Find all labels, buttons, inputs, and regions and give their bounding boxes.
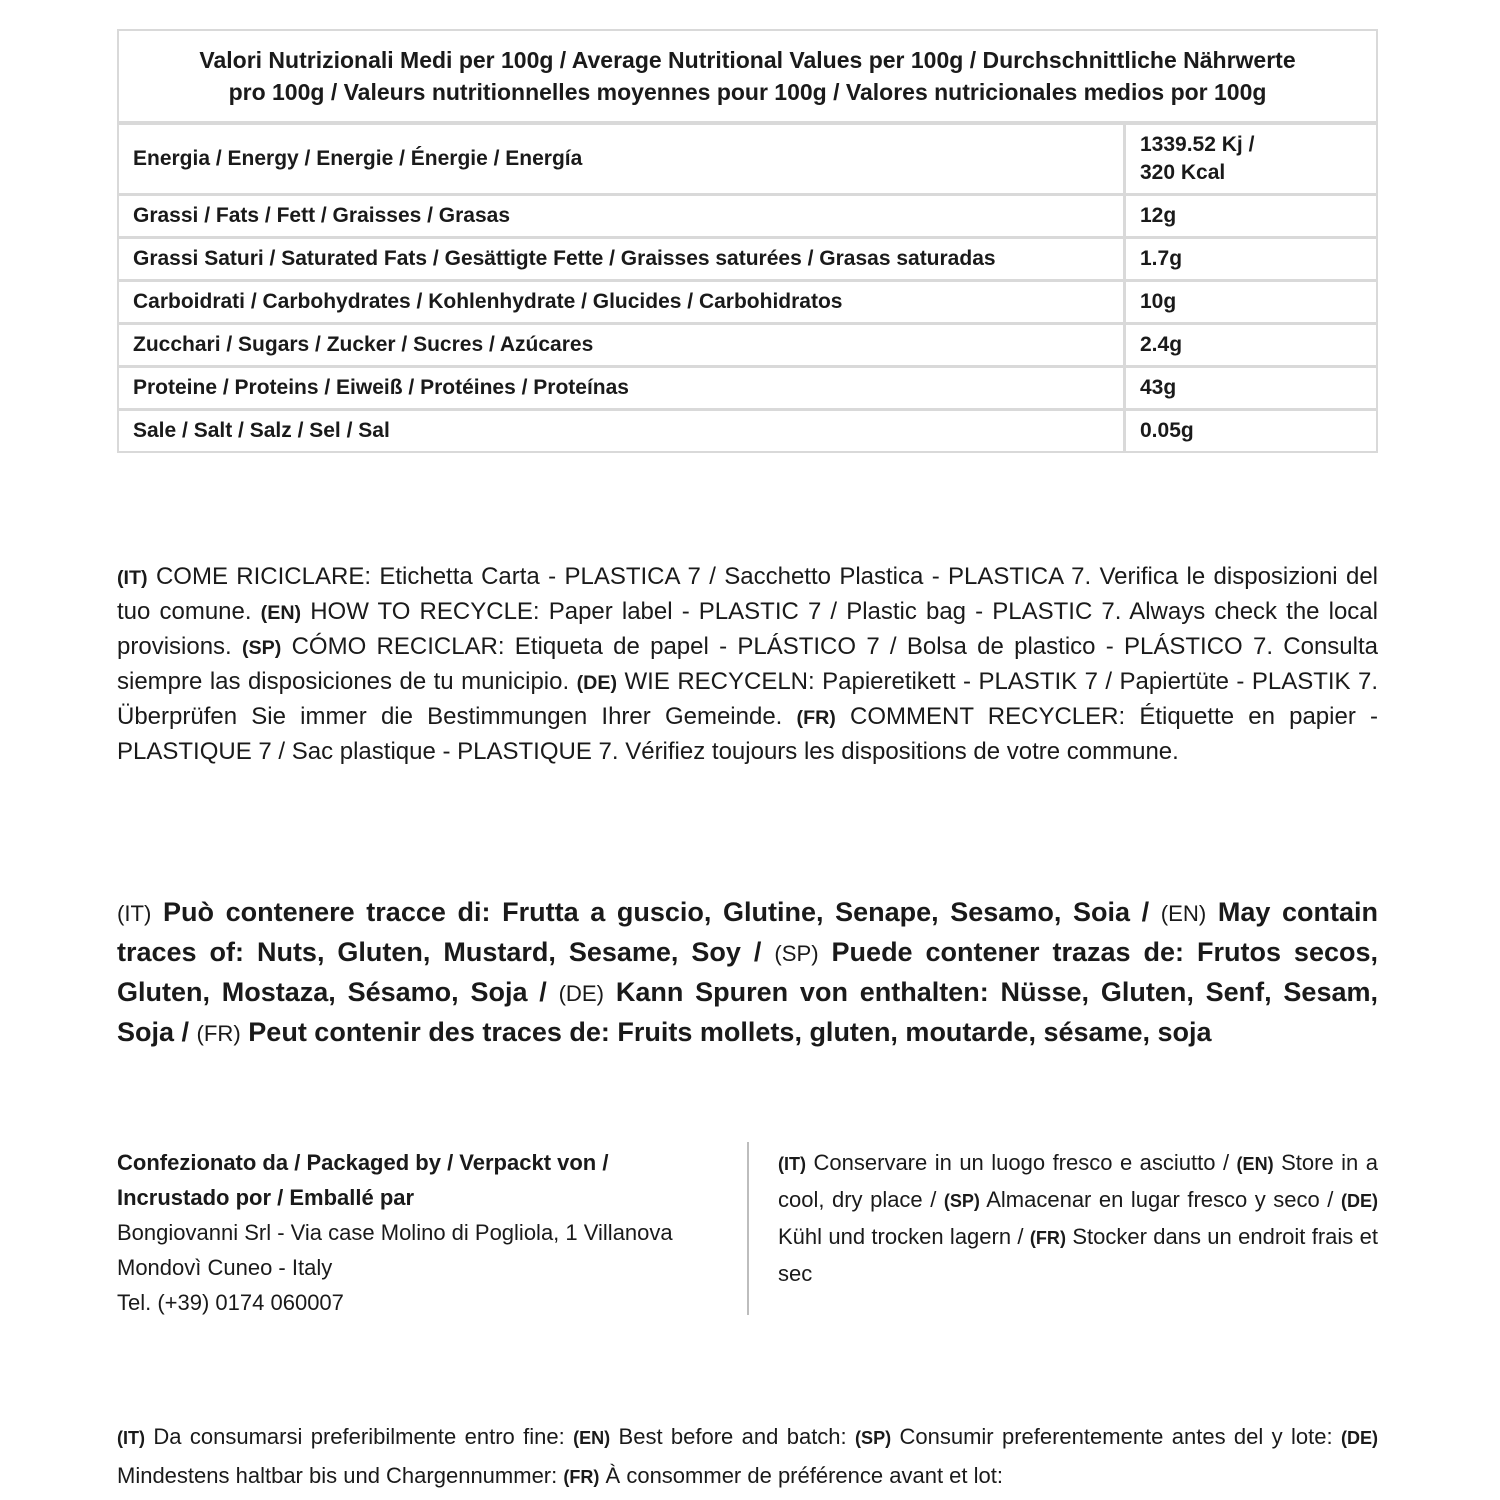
nutrient-label-proteins: Proteine / Proteins / Eiweiß / Protéines / Proteínas: [119, 368, 1123, 411]
lang-code: (EN): [573, 1428, 611, 1448]
nutrition-title-line2: pro 100g / Valeurs nutritionnelles moyennes pour 100g / Valores nutricionales medios por 100g: [228, 79, 1267, 105]
nutrient-label-energy: Energia / Energy / Energie / Énergie / Energía: [119, 125, 1123, 196]
best-before-text-fr: À consommer de préférence avant et lot:: [605, 1463, 1003, 1488]
lang-code: (EN): [1160, 901, 1207, 926]
packaged-by-label-line1: Confezionato da / Packaged by / Verpackt von /: [117, 1150, 609, 1175]
lang-code: (EN): [1236, 1154, 1274, 1174]
nutrition-table-header: [119, 31, 1376, 125]
storage-instructions: [778, 1145, 1378, 1291]
lang-code: (DE): [558, 981, 605, 1006]
best-before-text-sp: Consumir preferentemente antes del y lote:: [899, 1424, 1333, 1449]
lang-code: (IT): [117, 567, 148, 589]
nutrient-value-carbohydrates: 10g: [1123, 282, 1376, 325]
allergen-text-fr: Peut contenir des traces de: Fruits mollets, gluten, moutarde, sésame, soja: [248, 1017, 1212, 1047]
best-before-text-de: Mindestens haltbar bis und Chargennummer:: [117, 1463, 558, 1488]
table-row: [119, 196, 1376, 239]
table-row: [119, 282, 1376, 325]
recycling-text-sp: CÓMO RECICLAR: Etiqueta de papel - PLÁSTICO 7 / Bolsa de plastico - PLÁSTICO 7. Consulta siempre las disposiciones de tu municipio.: [117, 633, 1378, 695]
table-row: [119, 125, 1376, 196]
packaged-by-label-line2: Incrustado por / Emballé par: [117, 1185, 415, 1210]
nutrient-label-fats: Grassi / Fats / Fett / Graisses / Grasas: [119, 196, 1123, 239]
storage-text-sp: Almacenar en lugar fresco y seco /: [986, 1187, 1334, 1212]
nutrient-label-saturated-fats: Grassi Saturi / Saturated Fats / Gesättigte Fette / Graisses saturées / Grasas saturadas: [119, 239, 1123, 282]
lang-code: (SP): [241, 637, 282, 659]
storage-text-en: Store in a cool, dry place /: [778, 1150, 1378, 1212]
lang-code: (FR): [196, 1021, 241, 1046]
recycling-text-de: WIE RECYCELN: Papieretikett - PLASTIK 7 / Papiertüte - PLASTIK 7. Überprüfen Sie immer die Bestimmungen Ihrer Gemeinde.: [117, 668, 1379, 730]
nutrient-value-saturated-fats: 1.7g: [1123, 239, 1376, 282]
nutrition-table: [117, 29, 1378, 453]
table-row: [119, 411, 1376, 451]
packager-address-line1: Bongiovanni Srl - Via case Molino di Pogliola, 1 Villanova: [117, 1220, 673, 1245]
nutrient-value-salt: 0.05g: [1123, 411, 1376, 451]
storage-text-it: Conservare in un luogo fresco e asciutto /: [813, 1150, 1230, 1175]
packager-phone: Tel. (+39) 0174 060007: [117, 1290, 344, 1315]
recycling-text-fr: COMMENT RECYCLER: Étiquette en papier - PLASTIQUE 7 / Sac plastique - PLASTIQUE 7. Vérifiez toujours les dispositions de votre commune.: [117, 703, 1378, 765]
nutrient-label-carbohydrates: Carboidrati / Carbohydrates / Kohlenhydrate / Glucides / Carbohidratos: [119, 282, 1123, 325]
nutrient-value-proteins: 43g: [1123, 368, 1376, 411]
lang-code: (IT): [778, 1154, 807, 1174]
storage-text-de: Kühl und trocken lagern /: [778, 1224, 1024, 1249]
table-row: [119, 368, 1376, 411]
storage-text-fr: Stocker dans un endroit frais et sec: [778, 1224, 1378, 1286]
lang-code: (DE): [576, 672, 618, 694]
lang-code: (FR): [796, 707, 836, 729]
allergen-warning: [117, 893, 1378, 1053]
energy-kcal: 320 Kcal: [1140, 161, 1226, 184]
lang-code: (DE): [1340, 1428, 1379, 1448]
allergen-text-it: Può contenere tracce di: Frutta a guscio, Glutine, Senape, Sesamo, Soia /: [163, 897, 1150, 927]
nutrition-title-line1: Valori Nutrizionali Medi per 100g / Average Nutritional Values per 100g / Durchschnittliche Nährwerte: [199, 47, 1296, 73]
nutrient-label-salt: Sale / Salt / Salz / Sel / Sal: [133, 419, 390, 442]
nutrient-value-sugars: 2.4g: [1123, 325, 1376, 368]
table-row: [119, 325, 1376, 368]
table-row: [119, 239, 1376, 282]
energy-kj: 1339.52 Kj /: [1140, 133, 1255, 156]
packager-address-line2: Mondovì Cuneo - Italy: [117, 1255, 333, 1280]
best-before-text-en: Best before and batch:: [618, 1424, 847, 1449]
best-before-info: [117, 1418, 1378, 1496]
nutrient-label-sugars: Zucchari / Sugars / Zucker / Sucres / Azúcares: [119, 325, 1123, 368]
nutrient-value-fats: 12g: [1123, 196, 1376, 239]
allergen-text-en: May contain traces of: Nuts, Gluten, Mustard, Sesame, Soy /: [117, 897, 1378, 967]
recycling-info: [117, 560, 1378, 769]
lang-code: (IT): [117, 901, 152, 926]
lang-code: (DE): [1340, 1191, 1378, 1211]
lang-code: (SP): [943, 1191, 980, 1211]
lang-code: (FR): [563, 1467, 600, 1487]
recycling-text-en: HOW TO RECYCLE: Paper label - PLASTIC 7 / Plastic bag - PLASTIC 7. Always check the local provisions.: [117, 598, 1378, 660]
allergen-text-sp: Puede contener trazas de: Frutos secos, Gluten, Mostaza, Sésamo, Soja /: [117, 937, 1378, 1007]
lang-code: (SP): [855, 1428, 892, 1448]
best-before-text-it: Da consumarsi preferibilmente entro fine:: [153, 1424, 565, 1449]
column-divider: [747, 1142, 749, 1315]
lang-code: (IT): [117, 1428, 146, 1448]
packaged-by-info: [117, 1145, 727, 1320]
lang-code: (EN): [260, 602, 302, 624]
nutrient-value-energy: [1123, 125, 1376, 196]
allergen-text-de: Kann Spuren von enthalten: Nüsse, Gluten, Senf, Sesam, Soja /: [117, 977, 1378, 1047]
nutrition-title: [119, 31, 1376, 125]
lang-code: (SP): [774, 941, 819, 966]
recycling-text-it: COME RICICLARE: Etichetta Carta - PLASTICA 7 / Sacchetto Plastica - PLASTICA 7. Verifica le disposizioni del tuo comune.: [117, 563, 1378, 625]
lang-code: (FR): [1029, 1228, 1066, 1248]
